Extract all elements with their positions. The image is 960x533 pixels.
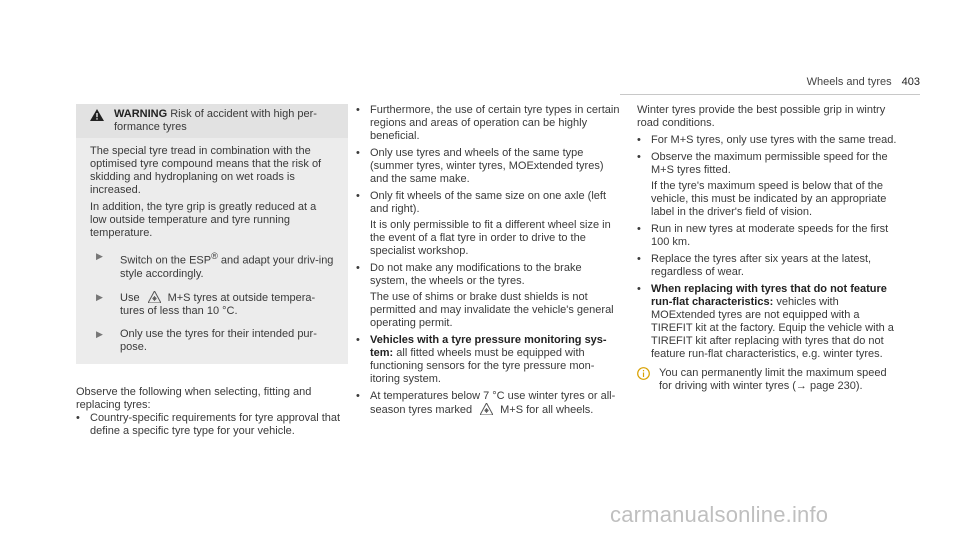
warning-header: [76, 104, 348, 138]
column-1: [76, 104, 348, 442]
section-title: Wheels and tyres: [806, 76, 892, 88]
list-item: [637, 134, 901, 147]
step-text: Only use the tyres for their intended pur-pose.: [120, 327, 317, 353]
list-item-text: all fitted wheels must be equipped with functioning sensors for the tyre pressure mon-itoring system.: [370, 347, 595, 385]
list-item: [637, 151, 901, 219]
snowflake-mountain-icon: [480, 403, 493, 415]
list-item: [356, 262, 620, 330]
registered-mark: ®: [211, 251, 218, 261]
list-item-text: Only fit wheels of the same size on one axle (left and right).: [370, 190, 607, 215]
step-arrow-icon: ▶: [96, 291, 103, 302]
page-header: [807, 76, 920, 88]
list-item-text: For M+S tyres, only use tyres with the same tread.: [651, 134, 897, 146]
list-item-bold: Vehicles with a tyre pressure monitoring sys-tem:: [370, 334, 607, 359]
step-text: Switch on the ESP: [120, 254, 212, 267]
list-item: [356, 334, 620, 386]
info-note-text: You can permanently limit the maximum speed for driving with winter tyres (→ page 230).: [659, 367, 887, 392]
bullet-list: [637, 134, 901, 361]
warning-step: [96, 328, 334, 354]
step-text: and adapt your driv-ing style accordingly.: [120, 254, 334, 280]
column-3: [637, 104, 901, 393]
list-item-bold: When replacing with tyres that do not feature run-flat characteristics:: [651, 283, 887, 308]
list-item-text: Only use tyres and wheels of the same type (summer tyres, winter tyres, MOExtended tyres) and the same make.: [370, 147, 604, 185]
snowflake-mountain-icon: [148, 291, 161, 303]
header-divider: [620, 94, 920, 95]
warning-step: [96, 291, 334, 318]
list-item: • Country-specific requirements for tyre approval that define a specific tyre type for your vehicle.: [76, 412, 348, 438]
list-item: [356, 147, 620, 186]
column-2: [356, 104, 620, 421]
list-item-text: Replace the tyres after six years at the latest, regardless of wear.: [651, 253, 872, 278]
watermark: carmanualsonline.info: [610, 502, 829, 527]
step-text: Use: [120, 291, 140, 304]
list-item-text: Run in new tyres at moderate speeds for the first 100 km.: [651, 223, 889, 248]
list-item-text: Do not make any modifications to the brake system, the wheels or the tyres.: [370, 262, 582, 287]
list-item-text: Observe the maximum permissible speed for the M+S tyres fitted.: [651, 151, 888, 176]
info-note: [637, 367, 901, 393]
warning-paragraph: The special tyre tread in combination with the optimised tyre compound means that the risk of skidding and hydroplaning on wet roads is increased.: [90, 145, 322, 196]
list-item-text: vehicles with MOExtended tyres are not equipped with a TIREFIT kit at the factory. Equip the vehicle with a TIREFIT kit after replacing with tyres that do not feature run-flat characteristics, e.g. winter tyres.: [651, 296, 894, 360]
warning-box: [76, 104, 348, 364]
warning-label: WARNING: [114, 108, 168, 120]
warning-paragraph: In addition, the tyre grip is greatly reduced at a low outside temperature and tyre running temperature.: [90, 201, 317, 239]
step-arrow-icon: ▶: [96, 328, 103, 339]
list-item-subtext: If the tyre's maximum speed is below that of the vehicle, this must be indicated by an appropriate label in the driver's field of vision.: [651, 180, 887, 218]
list-item: [637, 253, 901, 279]
list-item: [637, 283, 901, 361]
warning-body: [76, 138, 348, 364]
step-text: M+S tyres at outside tempera-tures of less than 10 °C.: [120, 291, 316, 317]
list-item: [356, 190, 620, 258]
list-item: [356, 390, 620, 417]
warning-step: [96, 250, 334, 281]
list-item-subtext: It is only permissible to fit a different wheel size in the event of a flat tyre in order to drive to the specialist workshop.: [370, 219, 611, 257]
warning-title: [114, 108, 338, 134]
list-item-text: At temperatures below 7 °C use winter tyres or all-season tyres marked: [370, 390, 616, 416]
step-arrow-icon: ▶: [96, 251, 103, 261]
page-number: 403: [901, 76, 920, 88]
bullet-list: [76, 412, 348, 438]
bullet-list: [356, 104, 620, 417]
info-icon: [637, 367, 651, 393]
list-item: [637, 223, 901, 249]
list-item: [356, 104, 620, 143]
warning-triangle-icon: [90, 109, 106, 135]
list-item-subtext: The use of shims or brake dust shields is not permitted and may invalidate the vehicle's general operating permit.: [370, 291, 614, 329]
warning-title-text: Risk of accident with high per-formance tyres: [114, 108, 317, 133]
list-item-text: M+S for all wheels.: [500, 404, 594, 416]
list-item-text: Furthermore, the use of certain tyre types in certain regions and areas of operation can be highly beneficial.: [370, 104, 620, 142]
intro-text: Winter tyres provide the best possible grip in wintry road conditions.: [637, 104, 886, 129]
intro-text: Observe the following when selecting, fitting and replacing tyres:: [76, 385, 312, 411]
